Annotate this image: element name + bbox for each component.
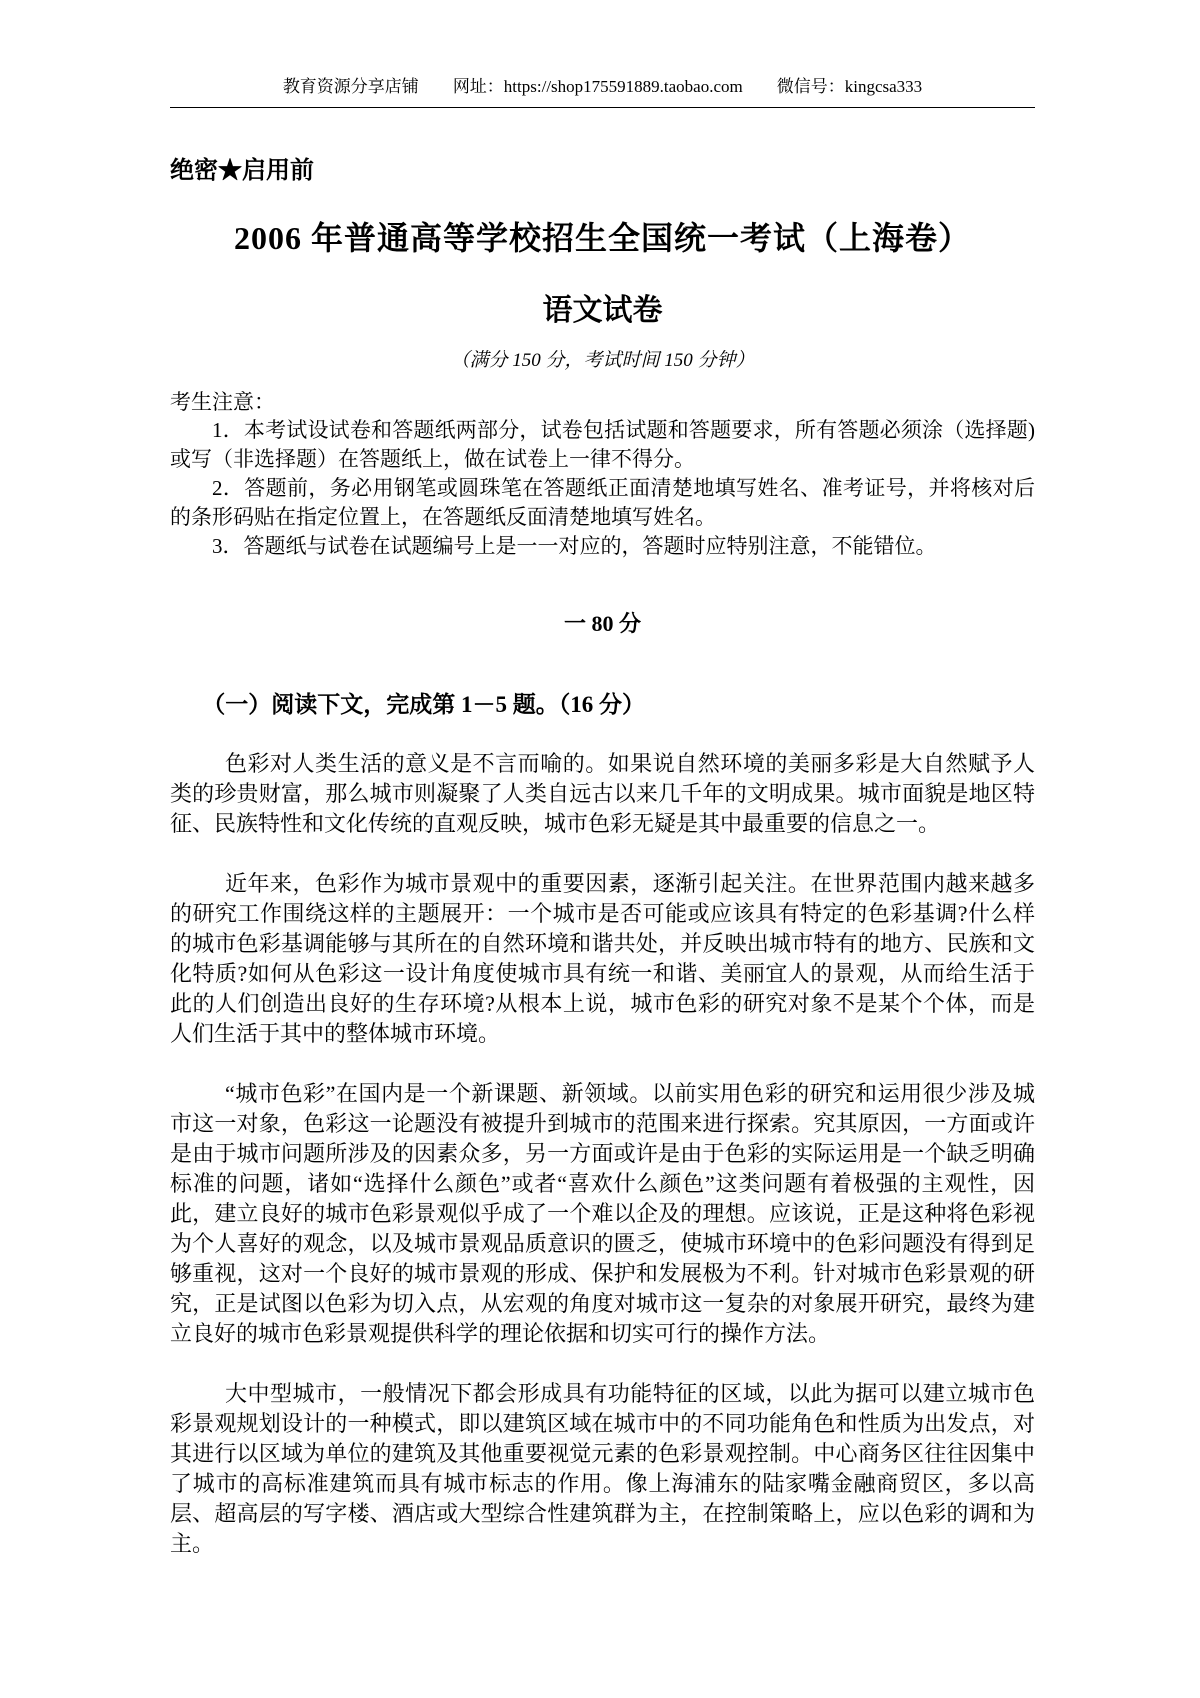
body-paragraph: 近年来，色彩作为城市景观中的重要因素，逐渐引起关注。在世界范围内越来越多的研究工作围绕这样的主题展开：一个城市是否可能或应该具有特定的色彩基调?什么样的城市色彩基调能够与其所在的自然环境和谐共处，并反映出城市特有的地方、民族和文化特质?如何从色彩这一设计角度使城市具有统一和谐、美丽宜人的景观，从而给生活于此的人们创造出良好的生存环境?从根本上说，城市色彩的研究对象不是某个个体，而是人们生活于其中的整体城市环境。 [170, 871, 1035, 1046]
exam-title: 2006 年普通高等学校招生全国统一考试（上海卷） [233, 220, 971, 256]
notice-item: 3．答题纸与试卷在试题编号上是一一对应的，答题时应特别注意，不能错位。 [212, 534, 937, 558]
notice-item: 1．本考试设试卷和答题纸两部分，试卷包括试题和答题要求，所有答题必须涂（选择题)或写（非选择题）在答题纸上，做在试卷上一律不得分。 [170, 418, 1035, 471]
part-heading: （一）阅读下文，完成第 1－5 题。（16 分） [202, 692, 645, 717]
exam-meta: （满分 150 分，考试时间 150 分钟） [450, 350, 755, 371]
classification-label: 绝密★启用前 [170, 158, 314, 184]
body-paragraph: “城市色彩”在国内是一个新课题、新领域。以前实用色彩的研究和运用很少涉及城市这一对象，色彩这一论题没有被提升到城市的范围来进行探索。究其原因，一方面或许是由于城市问题所涉及的因素众多，另一方面或许是由于色彩的实际运用是一个缺乏明确标准的问题，诸如“选择什么颜色”或者“喜欢什么颜色”这类问题有着极强的主观性，因此，建立良好的城市色彩景观似乎成了一个难以企及的理想。应该说，正是这种将色彩视为个人喜好的观念，以及城市景观品质意识的匮乏，使城市环境中的色彩问题没有得到足够重视，这对一个良好的城市景观的形成、保护和发展极为不利。针对城市色彩景观的研究，正是试图以色彩为切入点，从宏观的角度对城市这一复杂的对象展开研究，最终为建立良好的城市色彩景观提供科学的理论依据和切实可行的操作方法。 [170, 1081, 1035, 1346]
page-header [170, 72, 1035, 108]
exam-subtitle: 语文试卷 [542, 294, 663, 327]
notice-item: 2．答题前，务必用钢笔或圆珠笔在答题纸正面清楚地填写姓名、准考证号，并将核对后的条形码贴在指定位置上，在答题纸反面清楚地填写姓名。 [170, 476, 1035, 529]
shop-url: 网址：https://shop175591889.taobao.com [452, 77, 743, 96]
section-heading: 一 80 分 [563, 611, 641, 636]
wechat-id: 微信号：kingcsa333 [776, 77, 923, 96]
shop-name: 教育资源分享店铺 [282, 77, 419, 96]
notice-label: 考生注意： [170, 390, 275, 414]
body-paragraph: 色彩对人类生活的意义是不言而喻的。如果说自然环境的美丽多彩是大自然赋予人类的珍贵财富，那么城市则凝聚了人类自远古以来几千年的文明成果。城市面貌是地区特征、民族特性和文化传统的直观反映，城市色彩无疑是其中最重要的信息之一。 [170, 751, 1035, 836]
body-paragraph: 大中型城市，一般情况下都会形成具有功能特征的区域，以此为据可以建立城市色彩景观规划设计的一种模式，即以建筑区域在城市中的不同功能角色和性质为出发点，对其进行以区域为单位的建筑及其他重要视觉元素的色彩景观控制。中心商务区往往因集中了城市的高标准建筑而具有城市标志的作用。像上海浦东的陆家嘴金融商贸区，多以高层、超高层的写字楼、酒店或大型综合性建筑群为主，在控制策略上，应以色彩的调和为主。 [170, 1381, 1035, 1556]
